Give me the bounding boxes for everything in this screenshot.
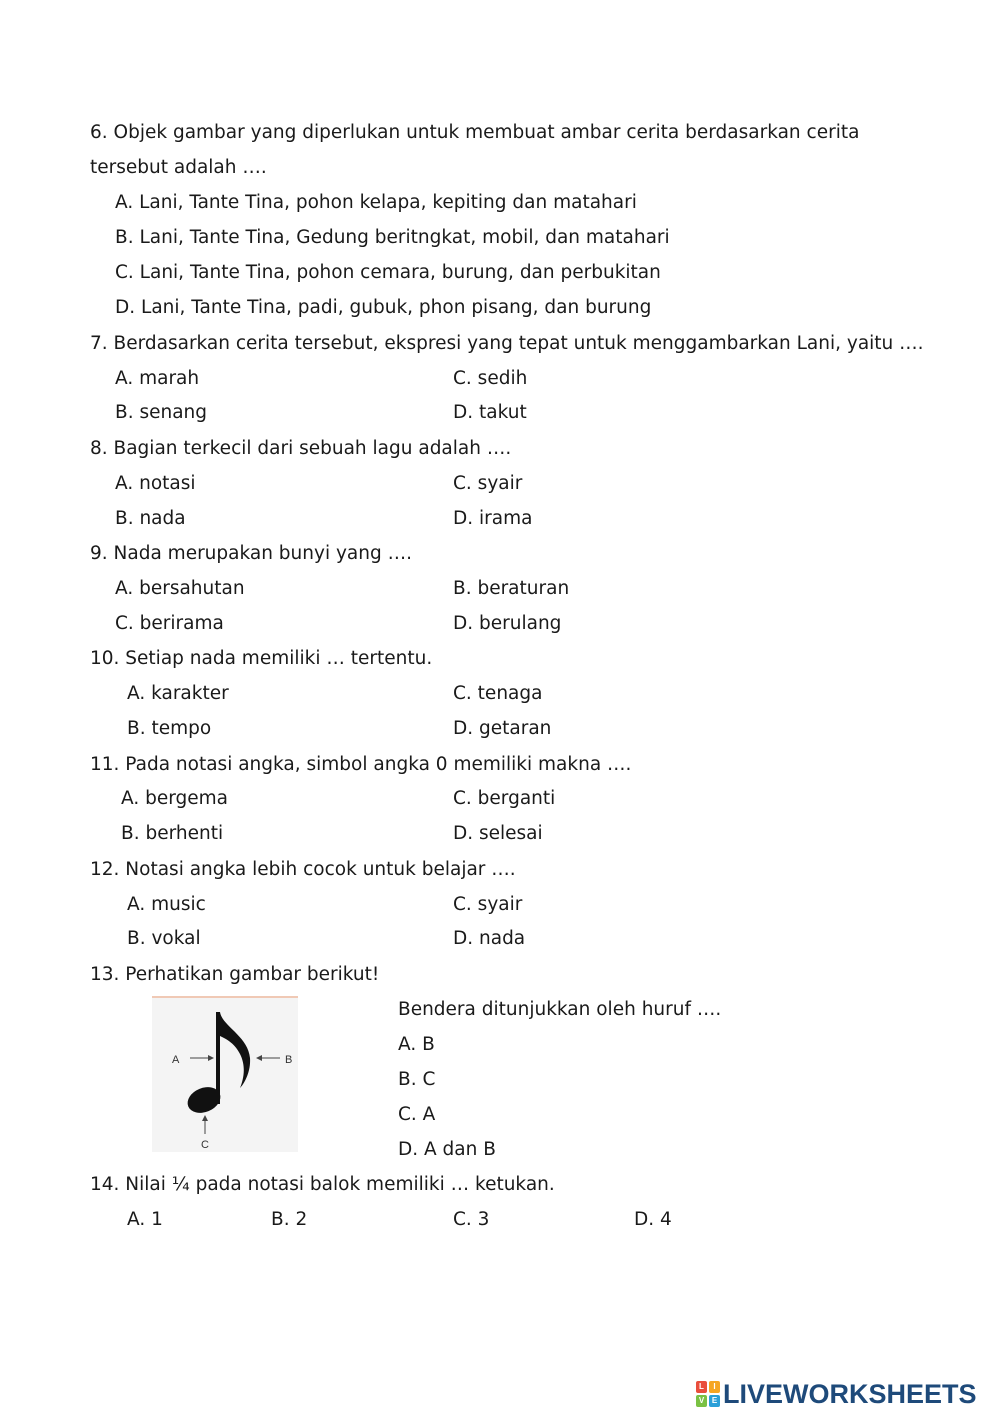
question-7-text: 7. Berdasarkan cerita tersebut, ekspresi yang tepat untuk menggambarkan Lani, yaitu …. [90,333,924,354]
question-9-text: 9. Nada merupakan bunyi yang …. [90,543,412,564]
q9-option-d[interactable]: D. berulang [453,613,562,634]
logo-icon-tile-v: V [696,1395,707,1407]
q6-option-d[interactable]: D. Lani, Tante Tina, padi, gubuk, phon pisang, dan burung [115,297,652,318]
question-10-text: 10. Setiap nada memiliki … tertentu. [90,648,433,669]
q8-option-a[interactable]: A. notasi [115,473,196,494]
arrow-b-head [256,1055,262,1061]
question-13-text: 13. Perhatikan gambar berikut! [90,964,380,985]
figure-label-c: C [201,1139,209,1151]
question-14-text: 14. Nilai ¼ pada notasi balok memiliki … ketukan. [90,1174,555,1195]
question-6-text-line2: tersebut adalah …. [90,157,267,178]
q13-option-b[interactable]: B. C [398,1069,436,1090]
q12-option-c[interactable]: C. syair [453,894,523,915]
question-11-text: 11. Pada notasi angka, simbol angka 0 memiliki makna …. [90,754,632,775]
q13-option-a[interactable]: A. B [398,1034,435,1055]
q10-option-b[interactable]: B. tempo [127,718,212,739]
figure-label-b: B [285,1054,293,1066]
q13-option-d[interactable]: D. A dan B [398,1139,496,1160]
q6-option-b[interactable]: B. Lani, Tante Tina, Gedung beritngkat, mobil, dan matahari [115,227,670,248]
q11-option-d[interactable]: D. selesai [453,823,543,844]
q14-option-b[interactable]: B. 2 [271,1209,308,1230]
logo-icon-tile-e: E [709,1395,720,1407]
question-8-text: 8. Bagian terkecil dari sebuah lagu adalah …. [90,438,512,459]
q6-option-c[interactable]: C. Lani, Tante Tina, pohon cemara, burung, dan perbukitan [115,262,661,283]
q7-option-b[interactable]: B. senang [115,402,208,423]
q10-option-a[interactable]: A. karakter [127,683,229,704]
q8-option-b[interactable]: B. nada [115,508,186,529]
q11-option-b[interactable]: B. berhenti [121,823,224,844]
music-note-figure [152,996,298,1152]
q13-prompt: Bendera ditunjukkan oleh huruf …. [398,999,722,1020]
q11-option-a[interactable]: A. bergema [121,788,228,809]
q7-option-d[interactable]: D. takut [453,402,527,423]
q12-option-b[interactable]: B. vokal [127,928,201,949]
figure-label-a: A [172,1054,180,1066]
q9-option-b[interactable]: B. beraturan [453,578,570,599]
liveworksheets-logo[interactable] [696,1378,977,1410]
question-6-text-line1: 6. Objek gambar yang diperlukan untuk membuat ambar cerita berdasarkan cerita [90,122,860,143]
q9-option-c[interactable]: C. berirama [115,613,224,634]
q12-option-d[interactable]: D. nada [453,928,526,949]
q7-option-a[interactable]: A. marah [115,368,200,389]
q8-option-d[interactable]: D. irama [453,508,533,529]
q14-option-d[interactable]: D. 4 [634,1209,672,1230]
q14-option-c[interactable]: C. 3 [453,1209,490,1230]
arrow-c-head [202,1115,208,1121]
q6-option-a[interactable]: A. Lani, Tante Tina, pohon kelapa, kepiting dan matahari [115,192,637,213]
logo-icon-tile-i: I [709,1381,720,1393]
question-12-text: 12. Notasi angka lebih cocok untuk belajar …. [90,859,516,880]
q13-option-c[interactable]: C. A [398,1104,436,1125]
note-flag [220,1012,250,1088]
eighth-note-diagram [152,996,298,1152]
q7-option-c[interactable]: C. sedih [453,368,528,389]
q11-option-c[interactable]: C. berganti [453,788,556,809]
liveworksheets-logo-text: LIVEWORKSHEETS [723,1378,977,1409]
q12-option-a[interactable]: A. music [127,894,206,915]
arrow-a-head [208,1055,214,1061]
q14-option-a[interactable]: A. 1 [127,1209,163,1230]
q8-option-c[interactable]: C. syair [453,473,523,494]
liveworksheets-logo-icon [696,1381,720,1407]
q10-option-c[interactable]: C. tenaga [453,683,543,704]
q9-option-a[interactable]: A. bersahutan [115,578,245,599]
q10-option-d[interactable]: D. getaran [453,718,552,739]
logo-icon-tile-l: L [696,1381,707,1393]
